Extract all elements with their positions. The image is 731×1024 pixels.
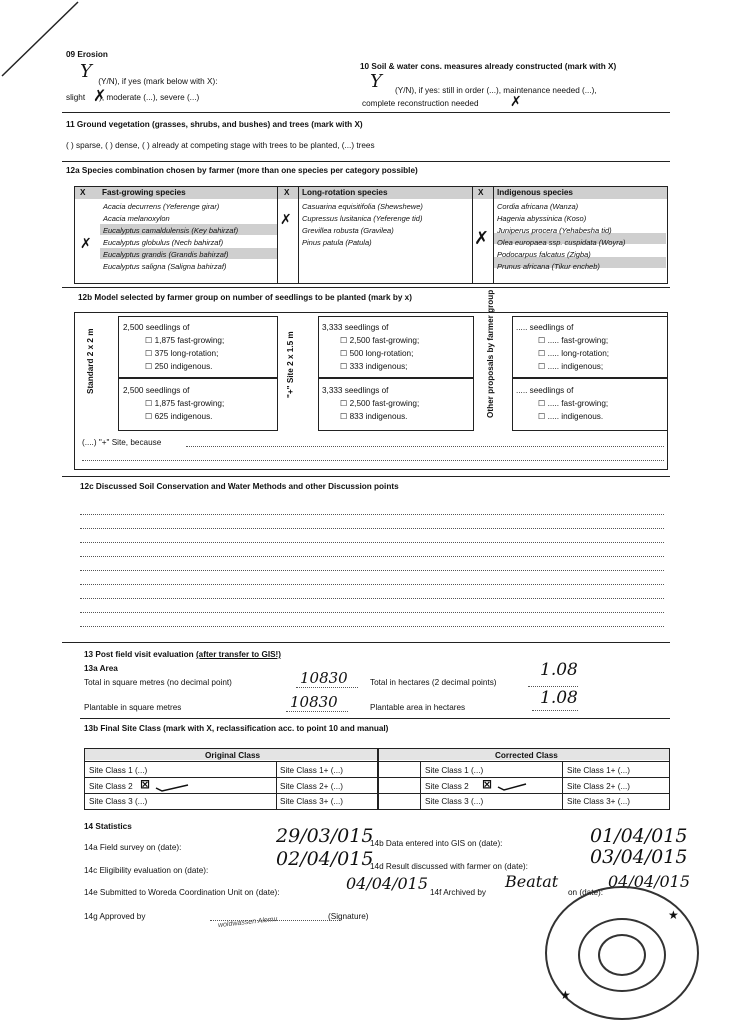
total-ha-field xyxy=(528,686,578,687)
original-class-header: Original Class xyxy=(205,751,261,760)
divider xyxy=(80,718,670,719)
divider xyxy=(62,476,670,477)
col-line xyxy=(472,186,473,284)
stats-heading: 14 Statistics xyxy=(84,822,132,831)
model-line: ..... seedlings of xyxy=(516,386,574,395)
model-line-text: 375 long-rotation; xyxy=(154,349,219,358)
stamp-star-icon: ★ xyxy=(668,908,679,922)
model-line xyxy=(145,362,212,372)
discussion-line[interactable] xyxy=(80,528,664,529)
checkbox-icon[interactable]: ☐ xyxy=(538,412,546,421)
area-heading: 13a Area xyxy=(84,664,118,673)
divider xyxy=(62,287,670,288)
approver-stamp-name: woldwassen Alemu xyxy=(217,915,278,930)
farmer-discussed-label: 14d Result discussed with farmer on (date): xyxy=(370,862,528,871)
plantable-label: Plantable in square metres xyxy=(84,703,182,712)
row-line xyxy=(84,761,670,762)
species-indig-item: Olea europaea ssp. cuspidata (Woyra) xyxy=(497,238,626,247)
discussion-line[interactable] xyxy=(80,570,664,571)
checkbox-icon[interactable]: ☐ xyxy=(340,336,348,345)
total-ha-value[interactable]: 1.08 xyxy=(540,660,578,680)
species-mark-cupressus: ✗ xyxy=(280,212,292,228)
divider xyxy=(62,161,670,162)
plus-site-label: "+" Site 2 x 1.5 m xyxy=(286,331,295,398)
site-class-2-original-mark: ⊠ xyxy=(140,777,151,791)
total-sqm-value[interactable]: 10830 xyxy=(300,669,348,687)
checkbox-icon[interactable]: ☐ xyxy=(538,399,546,408)
discussion-heading: 12c Discussed Soil Conservation and Water Methods and other Discussion points xyxy=(80,482,399,491)
erosion-slight-mark: ✗ xyxy=(93,86,107,105)
checkbox-icon[interactable]: ☐ xyxy=(340,412,348,421)
species-long-item: Pinus patula (Patula) xyxy=(302,238,372,247)
species-indig-item: Cordia africana (Wanza) xyxy=(497,202,579,211)
model-line xyxy=(145,399,224,409)
post-visit-gis-note: (after transfer to GIS!) xyxy=(195,650,282,659)
col-line xyxy=(298,186,299,284)
model-line xyxy=(538,412,603,422)
archived-label: 14f Archived by xyxy=(430,888,486,897)
model-line-text: ..... fast-growing; xyxy=(547,399,609,408)
model-line-text: 500 long-rotation; xyxy=(349,349,414,358)
stamp-center xyxy=(598,934,646,976)
species-fast-item: Eucalyptus globulus (Nech bahirzaf) xyxy=(103,238,224,247)
discussion-line[interactable] xyxy=(80,598,664,599)
plantable-ha-label: Plantable area in hectares xyxy=(370,703,466,712)
model-line-text: 250 indigenous. xyxy=(154,362,213,371)
site-class-2-corrected-mark: ⊠ xyxy=(482,777,493,791)
model-line xyxy=(340,412,407,422)
because-line[interactable] xyxy=(82,460,664,461)
discussion-line[interactable] xyxy=(80,584,664,585)
col-line xyxy=(420,761,421,810)
model-line xyxy=(538,399,608,409)
checkbox-icon[interactable]: ☐ xyxy=(538,349,546,358)
gis-entry-label: 14b Data entered into GIS on (date): xyxy=(370,839,503,848)
checkbox-icon[interactable]: ☐ xyxy=(145,399,153,408)
model-line-text: 1,875 fast-growing; xyxy=(154,336,225,345)
checkmark-icon xyxy=(154,783,190,793)
site-class-cell[interactable]: Site Class 1+ (...) xyxy=(280,766,344,775)
model-line: ..... seedlings of xyxy=(516,323,574,332)
model-line-text: 625 indigenous. xyxy=(154,412,213,421)
approved-label: 14g Approved by xyxy=(84,912,146,921)
checkbox-icon[interactable]: ☐ xyxy=(340,349,348,358)
fast-header: Fast-growing species xyxy=(102,188,186,197)
farmer-discussed-date[interactable]: 03/04/015 xyxy=(590,846,688,868)
model-heading: 12b Model selected by farmer group on number of seedlings to be planted (mark by x) xyxy=(78,293,412,302)
checkbox-icon[interactable]: ☐ xyxy=(340,399,348,408)
model-line: 2,500 seedlings of xyxy=(123,323,190,332)
model-line xyxy=(145,349,218,359)
model-line xyxy=(340,362,407,372)
eligibility-label: 14c Eligibility evaluation on (date): xyxy=(84,866,209,875)
checkbox-icon[interactable]: ☐ xyxy=(538,362,546,371)
erosion-line1: (Y/N), if yes (mark below with X): xyxy=(98,77,218,86)
model-line-text: 2,500 fast-growing; xyxy=(349,336,420,345)
archived-signature[interactable]: Beatat xyxy=(505,872,559,891)
species-fast-item: Acacia melanoxylon xyxy=(103,214,170,223)
model-line xyxy=(340,336,419,346)
post-visit-heading xyxy=(84,650,281,660)
model-line-text: 333 indigenous; xyxy=(349,362,408,371)
total-sqm-field xyxy=(296,687,358,688)
long-header: Long-rotation species xyxy=(302,188,388,197)
archived-on-label: on (date): xyxy=(568,888,604,897)
species-indig-item: Prunus africana (Tikur encheb) xyxy=(497,262,600,271)
model-line-text: ..... indigenous. xyxy=(547,412,604,421)
post-visit-title: 13 Post field visit evaluation xyxy=(84,650,194,659)
col-line xyxy=(277,186,278,284)
checkbox-icon[interactable]: ☐ xyxy=(538,336,546,345)
checkbox-icon[interactable]: ☐ xyxy=(145,349,153,358)
col-line xyxy=(377,748,379,810)
model-line xyxy=(538,336,608,346)
species-fast-item: Eucalyptus camaldulensis (Key bahirzaf) xyxy=(103,226,239,235)
divider xyxy=(62,642,670,643)
field-survey-date[interactable]: 29/03/015 xyxy=(276,825,374,847)
site-class-cell[interactable]: Site Class 3+ (...) xyxy=(567,797,631,806)
site-class-cell[interactable]: Site Class 3 (...) xyxy=(425,797,484,806)
erosion-line2-row xyxy=(66,93,199,103)
gis-entry-date[interactable]: 01/04/015 xyxy=(590,825,688,847)
model-line-text: 833 indigenous. xyxy=(349,412,408,421)
col-line xyxy=(493,186,494,284)
site-class-cell[interactable]: Site Class 3+ (...) xyxy=(280,797,344,806)
soil-water-line1: (Y/N), if yes: still in order (...), maintenance needed (...), xyxy=(395,86,597,95)
erosion-line2: ), moderate (...), severe (...) xyxy=(99,93,200,102)
species-heading: 12a Species combination chosen by farmer (more than one species per category possible) xyxy=(66,166,418,175)
eligibility-date[interactable]: 02/04/015 xyxy=(276,848,374,870)
checkbox-icon[interactable]: ☐ xyxy=(340,362,348,371)
long-mark-header: X xyxy=(284,188,290,197)
model-line xyxy=(340,349,413,359)
ground-veg-options: ( ) sparse, ( ) dense, ( ) already at competing stage with trees to be planted, (...) trees xyxy=(66,141,375,150)
species-mark-juniperus: ✗ xyxy=(474,228,490,249)
model-line: 3,333 seedlings of xyxy=(322,386,389,395)
indig-mark-header: X xyxy=(478,188,484,197)
other-proposals-label: Other proposals by farmer group xyxy=(486,289,495,418)
col-line xyxy=(276,761,277,810)
site-class-cell[interactable]: Site Class 3 (...) xyxy=(89,797,148,806)
erosion-slight: slight xyxy=(66,93,86,102)
species-indig-item: Hagenia abyssinica (Koso) xyxy=(497,214,587,223)
model-line: 2,500 seedlings of xyxy=(123,386,190,395)
model-line xyxy=(538,349,609,359)
model-line xyxy=(340,399,419,409)
erosion-answer: Y xyxy=(80,61,92,82)
soil-water-answer: Y xyxy=(370,71,382,92)
because-line[interactable] xyxy=(186,446,664,447)
site-class-cell[interactable]: Site Class 1+ (...) xyxy=(567,766,631,775)
soil-water-heading: 10 Soil & water cons. measures already constructed (mark with X) xyxy=(360,62,617,71)
model-line: 3,333 seedlings of xyxy=(322,323,389,332)
species-mark-globulus: ✗ xyxy=(80,236,92,252)
species-fast-item: Acacia decurrens (Yeferenge girar) xyxy=(103,202,220,211)
site-class-cell[interactable]: Site Class 2+ (...) xyxy=(280,782,344,791)
archived-date[interactable]: 04/04/015 xyxy=(608,872,691,891)
site-class-cell[interactable]: Site Class 2+ (...) xyxy=(567,782,631,791)
row-line xyxy=(84,777,670,778)
model-line-text: ..... fast-growing; xyxy=(547,336,609,345)
soil-water-mark: ✗ xyxy=(510,94,522,110)
checkmark-icon xyxy=(496,782,528,792)
row-line xyxy=(84,793,670,794)
site-class-cell[interactable]: Site Class 1 (...) xyxy=(425,766,484,775)
model-line-text: ..... long-rotation; xyxy=(547,349,610,358)
ground-veg-heading: 11 Ground vegetation (grasses, shrubs, and bushes) and trees (mark with X) xyxy=(66,120,363,129)
corrected-class-header: Corrected Class xyxy=(495,751,558,760)
checkbox-icon[interactable]: ☐ xyxy=(145,336,153,345)
erosion-heading: 09 Erosion xyxy=(66,50,108,59)
species-long-item: Cupressus lusitanica (Yeferenge tid) xyxy=(302,214,423,223)
woreda-submit-date[interactable]: 04/04/015 xyxy=(346,874,429,893)
discussion-line[interactable] xyxy=(80,514,664,515)
species-fast-item: Eucalyptus grandis (Grandis bahirzaf) xyxy=(103,250,229,259)
model-line-text: 1,875 fast-growing; xyxy=(154,399,225,408)
discussion-line[interactable] xyxy=(80,612,664,613)
divider xyxy=(62,112,670,113)
field-survey-label: 14a Field survey on (date): xyxy=(84,843,182,852)
species-fast-item: Eucalyptus saligna (Saligna bahirzaf) xyxy=(103,262,227,271)
species-long-item: Grevillea robusta (Gravilea) xyxy=(302,226,394,235)
soil-water-line2: complete reconstruction needed xyxy=(362,99,479,108)
standard-label: Standard 2 x 2 m xyxy=(86,328,95,394)
model-line-text: ..... indigenous; xyxy=(547,362,604,371)
corner-mark xyxy=(0,0,80,80)
model-line xyxy=(538,362,603,372)
stamp-star-icon: ★ xyxy=(560,988,571,1002)
checkbox-icon[interactable]: ☐ xyxy=(145,412,153,421)
total-sqm-label: Total in square metres (no decimal point) xyxy=(84,678,232,687)
woreda-submit-label: 14e Submitted to Woreda Coordination Unit on (date): xyxy=(84,888,280,897)
species-mark-header: X xyxy=(80,188,86,197)
model-line xyxy=(145,336,224,346)
site-class-cell[interactable]: Site Class 2 xyxy=(425,782,469,791)
species-indig-item: Juniperus procera (Yehabesha tid) xyxy=(497,226,612,235)
model-line xyxy=(145,412,212,422)
plus-site-because: (....) "+" Site, because xyxy=(82,438,162,447)
site-class-cell[interactable]: Site Class 2 xyxy=(89,782,133,791)
discussion-line[interactable] xyxy=(80,626,664,627)
plantable-field xyxy=(286,711,348,712)
species-indig-item: Podocarpus falcatus (Zigba) xyxy=(497,250,591,259)
species-long-item: Casuarina equisitifolia (Shewshewe) xyxy=(302,202,423,211)
plantable-value[interactable]: 10830 xyxy=(290,693,338,711)
plantable-ha-value[interactable]: 1.08 xyxy=(540,688,578,708)
total-ha-label: Total in hectares (2 decimal points) xyxy=(370,678,497,687)
site-class-heading: 13b Final Site Class (mark with X, reclassification acc. to point 10 and manual) xyxy=(84,724,389,733)
discussion-line[interactable] xyxy=(80,556,664,557)
discussion-line[interactable] xyxy=(80,542,664,543)
site-class-cell[interactable]: Site Class 1 (...) xyxy=(89,766,148,775)
plantable-ha-field xyxy=(532,710,578,711)
approved-signature-caption: (Signature) xyxy=(328,912,369,921)
checkbox-icon[interactable]: ☐ xyxy=(145,362,153,371)
col-line xyxy=(562,761,563,810)
indig-header: Indigenous species xyxy=(497,188,573,197)
model-line-text: 2,500 fast-growing; xyxy=(349,399,420,408)
